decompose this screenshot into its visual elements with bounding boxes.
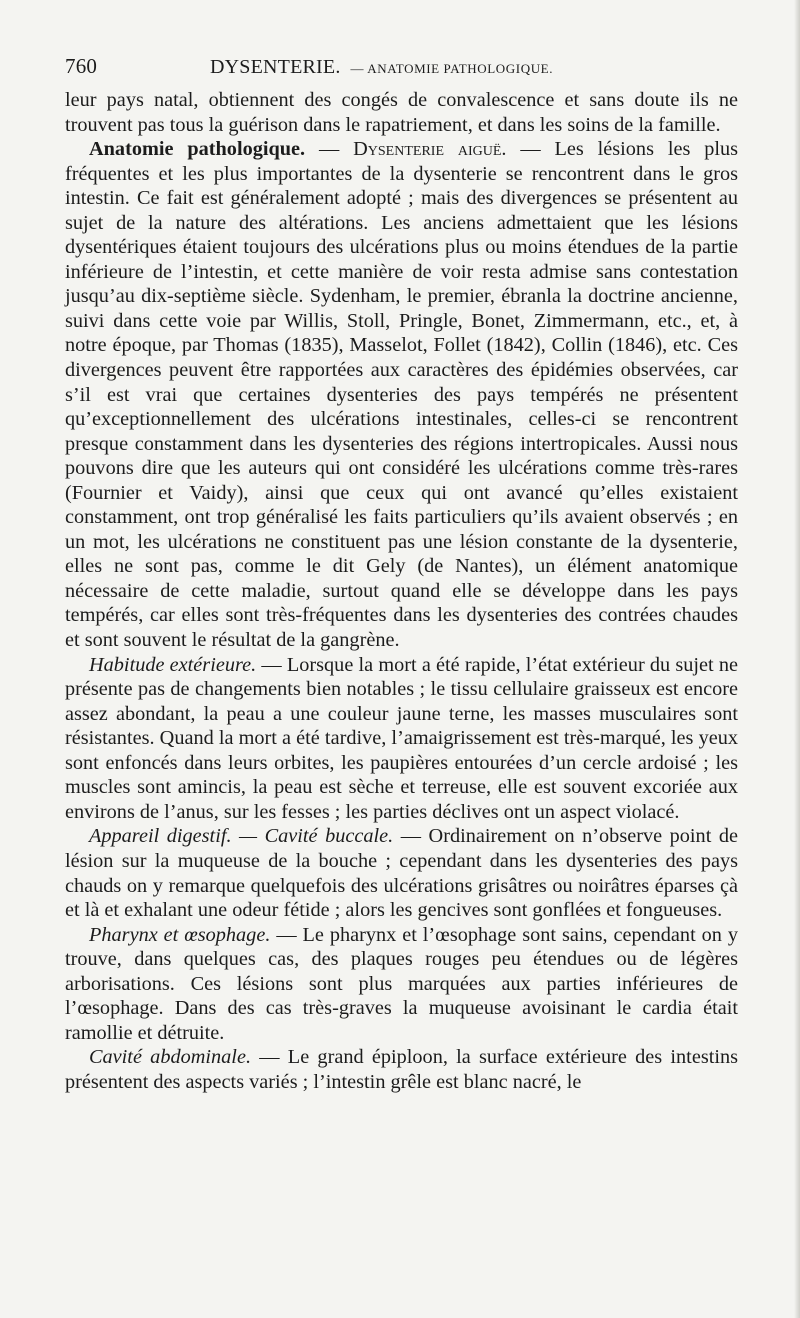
paragraph-text: — Le pharynx et l’œsophage sont sains, cependant on y trouve, dans quelques cas, des plaques rouges peu étendues ou de légères arborisations. Ces lésions sont plus marquées aux parties inférieures de l’œsophage. Dans des cas très-graves la muqueuse avoisinant le cardia était ramollie et détruite.: [65, 923, 738, 1044]
running-subtitle: — ANATOMIE PATHOLOGIQUE.: [350, 61, 554, 76]
paragraph-text: — Lorsque la mort a été rapide, l’état extérieur du sujet ne présente pas de changements bien notables ; le tissu cellulaire graisseux est encore assez abondant, la peau a une couleur jaune terne, les masses musculaires sont résistantes. Quand la mort a été tardive, l’amaigrissement est très-marqué, les yeux sont enfoncés dans leurs orbites, les paupières entourées d’un cercle ardoisé ; les muscles sont amincis, la peau est sèche et terreuse, elle est souvent excoriée aux environs de l’anus, sur les fesses ; les parties déclives ont un aspect violacé.: [65, 653, 738, 823]
paragraph-title: Appareil digestif. — Cavité buccale.: [89, 825, 394, 848]
paragraph-cavite: [65, 1045, 738, 1094]
subsection-heading: Dysenterie aiguë.: [353, 138, 507, 161]
body-text: [65, 88, 738, 1094]
paragraph-pharynx: [65, 923, 738, 1046]
running-title: DYSENTERIE.: [210, 56, 341, 78]
page-header: [65, 54, 738, 88]
page-number: 760: [65, 54, 98, 78]
page-edge-shadow: [794, 0, 800, 1318]
section-heading: Anatomie pathologique.: [89, 138, 306, 161]
paragraph-text: — Le grand épiploon, la surface extérieure des intestins présentent des aspects variés ; l’intestin grêle est blanc nacré, le: [65, 1046, 739, 1093]
paragraph-anatomie: Anatomie pathologique. — Dysenterie aiguë. — Les lésions les plus fréquentes et les plus importantes de la dysenterie se rencontrent dans le gros intestin. Ce fait est généralement adopté ; mais des divergences se présentent au sujet de la nature des altérations. Les anciens admettaient que les lésions dysentériques étaient toujours des ulcérations plus ou moins étendues de la partie inférieure de l’intestin, et cette manière de voir resta admise sans contestation jusqu’au dix-septième siècle. Sydenham, le premier, ébranla la doctrine ancienne, suivi dans cette voie par Willis, Stoll, Pringle, Bonet, Zimmermann, etc., et, à notre époque, par Thomas (1835), Masselot, Follet (1842), Collin (1846), etc. Ces divergences peuvent être rapportées aux caractères des épidémies observées, car s’il est vrai que certaines dysenteries des pays tempérés ne présentent qu’exceptionnellement des ulcérations intestinales, celles-ci se rencontrent presque constamment dans les dysenteries des régions intertropicales. Aussi nous pouvons dire que les auteurs qui ont considéré les ulcérations comme très-rares (Fournier et Vaidy), ainsi que ceux qui ont avancé qu’elles existaient constamment, ont trop généralisé les faits particuliers qu’ils avaient observés ; en un mot, les ulcérations ne constituent pas une lésion constante de la dysenterie, elles ne sont pas, comme le dit Gely (de Nantes), un élément anatomique nécessaire de cette maladie, surtout quand elle se développe dans les pays tempérés, car elles sont très-fréquentes dans les dysenteries des contrées chaudes et sont souvent le résultat de la gangrène.: [65, 138, 739, 652]
paragraph-text: — Les lésions les plus fréquentes et les plus importantes de la dysenterie se rencontrent dans le gros intestin. Ce fait est généralement adopté ; mais des divergences se présentent au sujet de la nature des altérations. Les anciens admettaient que les lésions dysentériques étaient toujours des ulcérations plus ou moins étendues de la partie inférieure de l’intestin, et cette manière de voir resta admise sans contestation jusqu’au dix-septième siècle. Sydenham, le premier, ébranla la doctrine ancienne, suivi dans cette voie par Willis, Stoll, Pringle, Bonet, Zimmermann, etc., et, à notre époque, par Thomas (1835), Masselot, Follet (1842), Collin (1846), etc. Ces divergences peuvent être rapportées aux caractères des épidémies observées, car s’il est vrai que certaines dysenteries des pays tempérés ne présentent qu’exceptionnellement des ulcérations intestinales, celles-ci se rencontrent presque constamment dans les dysenteries des régions intertropicales. Aussi nous pouvons dire que les auteurs qui ont considéré les ulcérations comme très-rares (Fournier et Vaidy), ainsi que ceux qui ont avancé qu’elles existaient constamment, ont trop généralisé les faits particuliers qu’ils avaient observés ; en un mot, les ulcérations ne constituent pas une lésion constante de la dysenterie, elles ne sont pas, comme le dit Gely (de Nantes), un élément anatomique nécessaire de cette maladie, surtout quand elle se développe dans les pays tempérés, car elles sont très-fréquentes dans les dysenteries des contrées chaudes et sont souvent le résultat de la gangrène.: [65, 138, 739, 652]
paragraph-appareil: [65, 824, 738, 922]
paragraph-continuation: leur pays natal, obtiennent des congés de convalescence et sans doute ils ne trouvent pas tous la guérison dans le rapatriement, et dans les soins de la famille.: [65, 89, 738, 136]
paragraph-title: Cavité abdominale.: [89, 1046, 252, 1069]
paragraph-title: Habitude extérieure.: [89, 653, 257, 676]
paragraph-text: — Ordinairement on n’observe point de lésion sur la muqueuse de la bouche ; cependant dans les dysenteries des pays chauds on y remarque quelquefois des ulcérations grisâtres ou noirâtres éparses çà et là et exhalant une odeur fétide ; alors les gencives sont gonflées et fongueuses.: [65, 825, 738, 922]
paragraph-title: Pharynx et œsophage.: [89, 923, 271, 946]
paragraph-habitude: [65, 653, 738, 825]
